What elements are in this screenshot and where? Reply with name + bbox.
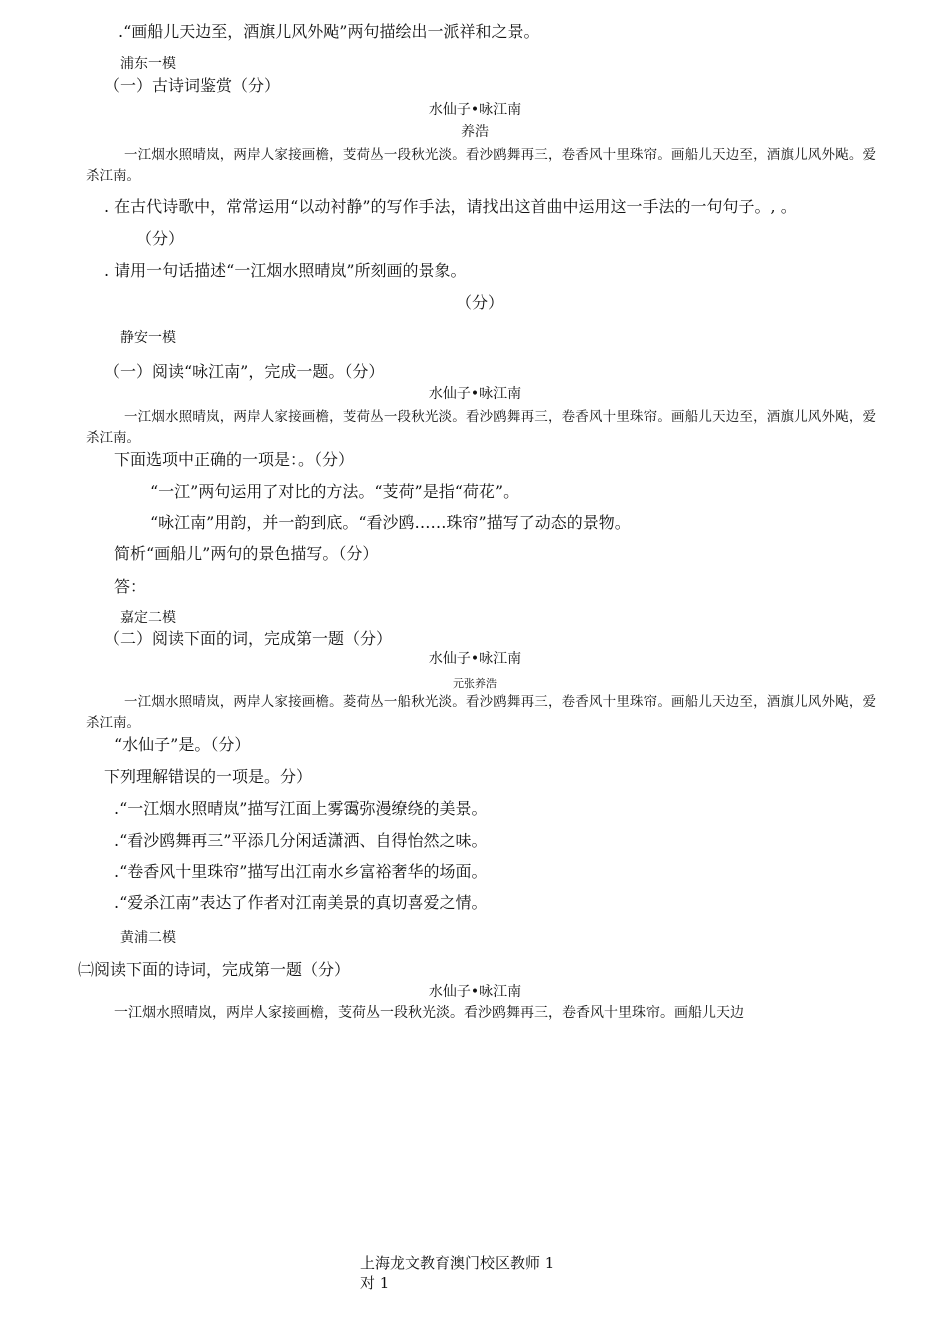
answer-label: 答： xyxy=(114,577,147,596)
question: . 请用一句话描述“一江烟水照晴岚”所刻画的景象。 xyxy=(104,261,467,280)
footer-line: 上海龙文教育澳门校区教师 1 xyxy=(360,1254,555,1272)
poem-text: 一江烟水照晴岚，两岸人家接画檐，芰荷丛一段秋光淡。看沙鸥舞再三，卷香风十里珠帘。画船儿天边 xyxy=(114,1005,744,1021)
option: “一江”两句运用了对比的方法。“芰荷”是指“荷花”。 xyxy=(150,482,520,501)
intro-statement: .“画船儿天边至，酒旗儿风外飐”两句描绘出一派祥和之景。 xyxy=(118,22,540,41)
section-title: （一）阅读“咏江南”，完成一题。（分） xyxy=(104,362,385,381)
question: 简析“画船儿”两句的景色描写。（分） xyxy=(114,544,379,563)
option: “咏江南”用韵，并一韵到底。“看沙鸥……珠帘”描写了动态的景物。 xyxy=(150,513,631,532)
poem-title: 水仙子•咏江南 xyxy=(428,386,522,402)
score-note: （分） xyxy=(456,293,505,312)
section-heading-huangpu: 黄浦二模 xyxy=(120,930,176,946)
question: 下列理解错误的一项是。分） xyxy=(104,767,313,786)
poem-text: 一江烟水照晴岚，两岸人家接画檐，芰荷丛一段秋光淡。看沙鸥舞再三，卷香风十里珠帘。画船儿天边至，酒旗儿风外飐，爱杀江南。 xyxy=(86,409,876,446)
section-title: ㈡阅读下面的诗词，完成第一题（分） xyxy=(78,960,351,979)
poem-title: 水仙子•咏江南 xyxy=(428,102,522,118)
option: .“看沙鸥舞再三”平添几分闲适潇洒、自得怡然之味。 xyxy=(114,831,488,850)
question: “水仙子”是。（分） xyxy=(114,735,251,754)
section-heading-pudong: 浦东一模 xyxy=(120,56,176,72)
section-heading-jingan: 静安一模 xyxy=(120,330,176,346)
footer-line: 对 1 xyxy=(360,1274,390,1292)
poem-title: 水仙子•咏江南 xyxy=(428,651,522,667)
poem-title: 水仙子•咏江南 xyxy=(428,984,522,1000)
option: .“卷香风十里珠帘”描写出江南水乡富裕奢华的场面。 xyxy=(114,862,488,881)
poem-author: 养浩 xyxy=(461,124,489,140)
option: .“一江烟水照晴岚”描写江面上雾霭弥漫缭绕的美景。 xyxy=(114,799,488,818)
poem-author: 元张养浩 xyxy=(453,677,497,690)
poem-text: 一江烟水照晴岚，两岸人家接画檐，芰荷丛一段秋光淡。看沙鸥舞再三，卷香风十里珠帘。画船儿天边至，酒旗儿风外飐。爱杀江南。 xyxy=(86,147,876,184)
question: 下面选项中正确的一项是：。（分） xyxy=(114,450,355,469)
section-title: （二）阅读下面的词，完成第一题（分） xyxy=(104,629,393,648)
score-note: （分） xyxy=(136,229,185,248)
option: .“爱杀江南”表达了作者对江南美景的真切喜爱之情。 xyxy=(114,893,488,912)
question: . 在古代诗歌中，常常运用“以动衬静”的写作手法，请找出这首曲中运用这一手法的一句句子。, 。 xyxy=(104,197,797,216)
poem-text: 一江烟水照晴岚，两岸人家接画檐。菱荷丛一船秋光淡。看沙鸥舞再三，卷香风十里珠帘。画船儿天边至，酒旗儿风外飐，爱杀江南。 xyxy=(86,694,876,731)
section-heading-jiading: 嘉定二模 xyxy=(120,610,176,626)
section-title: （一）古诗词鉴赏（分） xyxy=(104,76,281,95)
